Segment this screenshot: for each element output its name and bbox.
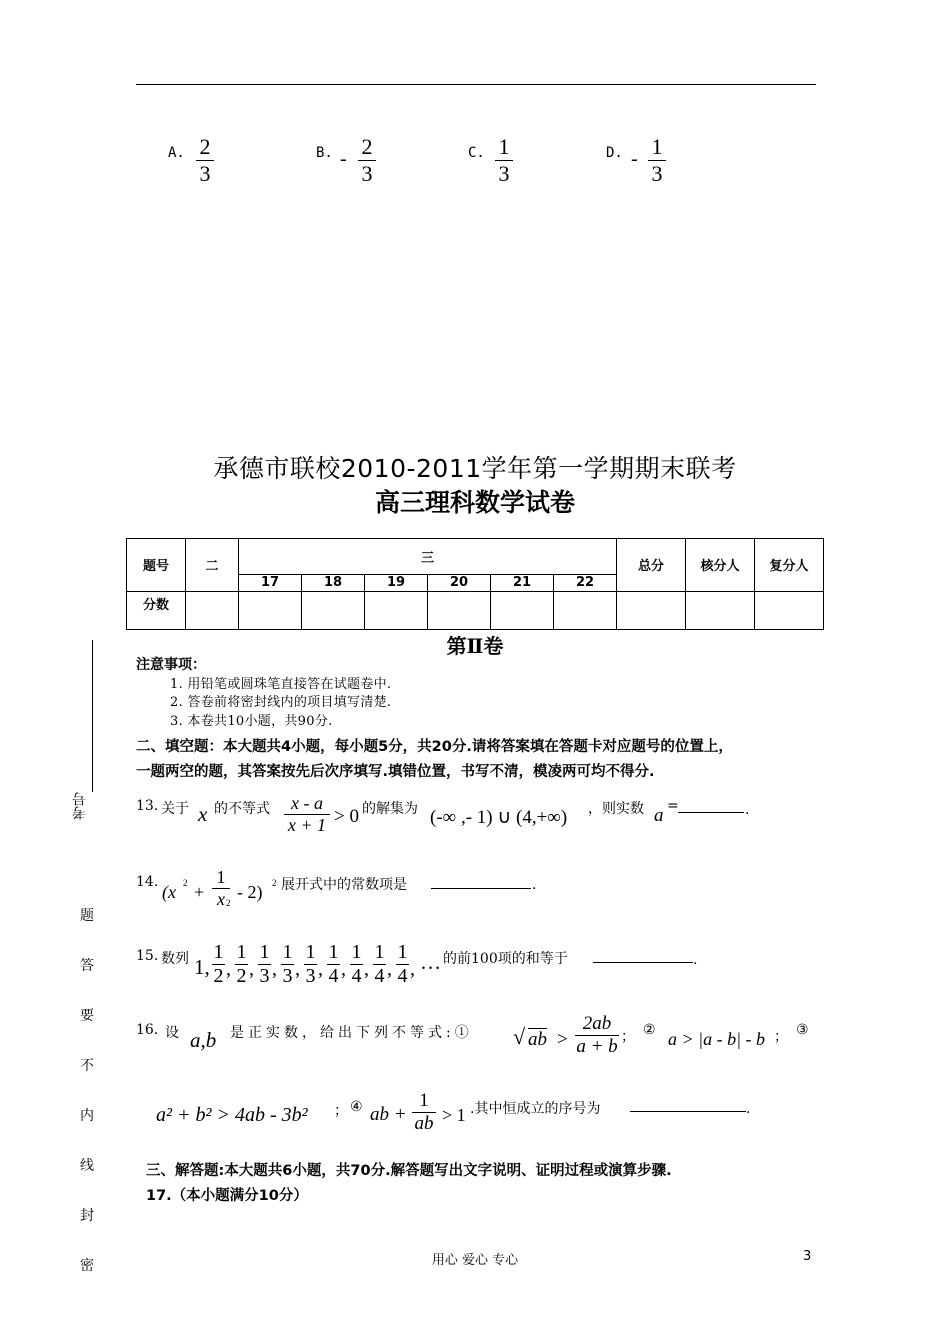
exam-number-line[interactable] xyxy=(92,640,93,792)
q13-var-a: a xyxy=(654,805,664,826)
q16-circle-3: ③ xyxy=(796,1022,809,1038)
q15-seq-comma: , xyxy=(318,958,323,980)
option-b-sign: - xyxy=(340,148,347,170)
q14-expr-open: (x xyxy=(162,882,176,902)
q16-gt: > xyxy=(557,1029,568,1050)
volume-title: 第Ⅱ卷 xyxy=(446,634,504,658)
q15-number: 15. xyxy=(136,948,159,964)
q16-answer-blank[interactable] xyxy=(630,1099,746,1112)
score-cell xyxy=(554,591,617,629)
q13-answer-blank[interactable] xyxy=(678,800,744,813)
page-number: 3 xyxy=(803,1249,812,1264)
q14-fraction: 1 x xyxy=(212,867,230,910)
q13-fraction: x - a x + 1 xyxy=(284,793,330,836)
row-label-score: 分数 xyxy=(127,591,186,629)
notice-title: 注意事项： xyxy=(136,657,206,673)
q16-ab-plus: ab + xyxy=(370,1104,407,1125)
option-c-fraction: 1 3 xyxy=(495,134,513,187)
option-d-letter: D. xyxy=(606,145,623,161)
q14-plus: + xyxy=(194,882,205,902)
q14-inner-power: 2 xyxy=(226,898,231,908)
col-header-total: 总分 xyxy=(617,539,686,592)
q16-gt-one: > 1 xyxy=(442,1105,466,1125)
q15-seq-fraction: 1 4 xyxy=(374,941,385,987)
q14-minus-close: - 2) xyxy=(237,882,263,902)
q15-seq-comma: , xyxy=(295,958,300,980)
q14-outer-power: 2 xyxy=(272,878,277,888)
sub-col-18: 18 xyxy=(302,575,365,591)
q16-circle-2: ② xyxy=(643,1022,656,1038)
q13-text: 的不等式 xyxy=(214,801,270,817)
score-cell xyxy=(186,591,239,629)
side-char: 密 xyxy=(80,1258,94,1274)
q15-seq-comma: , xyxy=(272,958,277,980)
q16-fraction-2ab: 2ab a + b xyxy=(576,1013,618,1057)
row-label-question: 题号 xyxy=(127,539,186,592)
q16-fraction-1-ab: 1 ab xyxy=(412,1090,436,1135)
q16-sep: ； xyxy=(774,1029,788,1045)
section-two-line2: 一题两空的题，其答案按先后次序填写.填错位置，书写不清，模凌两可均不得分. xyxy=(136,764,655,780)
side-char: 不 xyxy=(80,1058,94,1074)
q16-circle-4: ④ xyxy=(350,1099,363,1115)
score-cell xyxy=(302,591,365,629)
q15-seq-comma: , xyxy=(341,958,346,980)
exam-subtitle: 高三理科数学试卷 xyxy=(374,488,575,517)
q16-number: 16. xyxy=(136,1022,159,1038)
option-d-sign: - xyxy=(631,148,638,170)
q15-text: 数列 xyxy=(161,951,189,967)
q15-answer-blank[interactable] xyxy=(593,950,693,963)
q16-ineq-3: a² + b² > 4ab - 3b² xyxy=(156,1104,308,1126)
q16-text: .其中恒成立的序号为 xyxy=(470,1101,601,1117)
option-a-letter: A. xyxy=(168,145,185,161)
sub-col-19: 19 xyxy=(365,575,428,591)
q16-sqrt-sign: √ xyxy=(513,1024,526,1049)
col-header-two: 二 xyxy=(186,539,239,592)
q16-sqrt-ab: ab xyxy=(528,1029,547,1050)
option-b-fraction: 2 3 xyxy=(358,134,376,187)
q14-power: 2 xyxy=(183,878,188,888)
sub-col-22: 22 xyxy=(554,575,617,591)
q14-text: 展开式中的常数项是 xyxy=(281,877,407,893)
option-a-fraction: 2 3 xyxy=(196,134,214,187)
q13-eq: = xyxy=(667,798,679,814)
score-table xyxy=(126,538,824,630)
exam-title: 承德市联校2010-2011学年第一学期期末联考 xyxy=(213,454,737,483)
q15-seq-comma: , xyxy=(364,958,369,980)
q15-seq-comma: , xyxy=(387,958,392,980)
q15-seq-comma: , xyxy=(410,958,415,980)
q16-text: 设 xyxy=(165,1025,179,1041)
section-three: 三、解答题:本大题共6小题，共70分.解答题写出文字说明、证明过程或演算步骤. xyxy=(146,1163,672,1179)
q15-seq-fraction: 1 4 xyxy=(351,941,362,987)
q16-ineq-2: a > |a - b| - b xyxy=(668,1029,766,1049)
side-char: 答 xyxy=(80,958,94,974)
section-two-line1: 二、填空题：本大题共4小题，每小题5分，共20分.请将答案填在答题卡对应题号的位置上， xyxy=(136,739,733,755)
q15-seq-fraction: 1 4 xyxy=(397,941,408,987)
q15-seq-fraction: 1 3 xyxy=(305,941,316,987)
q15-seq-first: 1, xyxy=(194,955,210,979)
q15-seq-fraction: 1 3 xyxy=(282,941,293,987)
score-cell xyxy=(428,591,491,629)
q16-vars: a,b xyxy=(190,1028,217,1052)
col-header-three: 三 xyxy=(239,539,617,575)
score-cell xyxy=(239,591,302,629)
score-cell xyxy=(491,591,554,629)
q15-seq-fraction: 1 2 xyxy=(213,941,224,987)
option-d-fraction: 1 3 xyxy=(648,134,666,187)
q16-sep: ； xyxy=(334,1103,348,1119)
notice-item: 3. 本卷共10小题，共90分. xyxy=(170,714,333,729)
q16-text: 是正实数，给出下列不等式:① xyxy=(230,1025,473,1041)
q15-dots: … xyxy=(420,950,441,974)
side-char: 要 xyxy=(80,1008,94,1024)
q15-seq-fraction: 1 3 xyxy=(259,941,270,987)
q13-text: 的解集为 xyxy=(362,801,418,817)
q14-number: 14. xyxy=(136,874,159,890)
score-cell xyxy=(617,591,686,629)
score-cell xyxy=(686,591,755,629)
notice-item: 1. 用铅笔或圆珠笔直接答在试题卷中. xyxy=(170,677,392,692)
exam-number-label: 考号 xyxy=(72,792,88,820)
q13-text: ，则实数 xyxy=(588,801,644,817)
q14-answer-blank[interactable] xyxy=(431,876,531,889)
notice-item: 2. 答卷前将密封线内的项目填写清楚. xyxy=(170,695,392,710)
q13-solution-set: (-∞ ,- 1) ∪ (4,+∞) xyxy=(430,807,568,828)
side-char: 内 xyxy=(80,1108,94,1124)
option-c-letter: C. xyxy=(468,145,485,161)
q13-text: 关于 xyxy=(161,801,189,817)
option-b-letter: B. xyxy=(316,145,333,161)
col-header-rechecker: 复分人 xyxy=(755,539,824,592)
q16-sep: ； xyxy=(621,1029,635,1045)
header-rule xyxy=(136,84,816,85)
q13-var-x: x xyxy=(198,802,208,826)
q15-seq-fraction: 1 2 xyxy=(236,941,247,987)
question-17-heading: 17.（本小题满分10分） xyxy=(146,1188,308,1204)
sub-col-21: 21 xyxy=(491,575,554,591)
q15-seq-comma: , xyxy=(249,958,254,980)
q15-text: 的前100项的和等于 xyxy=(443,951,568,967)
q15-seq-fraction: 1 4 xyxy=(328,941,339,987)
score-cell xyxy=(365,591,428,629)
sub-col-20: 20 xyxy=(428,575,491,591)
q13-number: 13. xyxy=(136,798,159,814)
q13-gt-zero: > 0 xyxy=(334,806,359,827)
side-char: 题 xyxy=(80,908,94,924)
q15-seq-comma: , xyxy=(226,958,231,980)
side-char: 封 xyxy=(80,1208,94,1224)
sub-col-17: 17 xyxy=(239,575,302,591)
col-header-checker: 核分人 xyxy=(686,539,755,592)
score-cell xyxy=(755,591,824,629)
side-char: 线 xyxy=(80,1158,94,1174)
page-footer: 用心 爱心 专心 xyxy=(431,1253,519,1268)
